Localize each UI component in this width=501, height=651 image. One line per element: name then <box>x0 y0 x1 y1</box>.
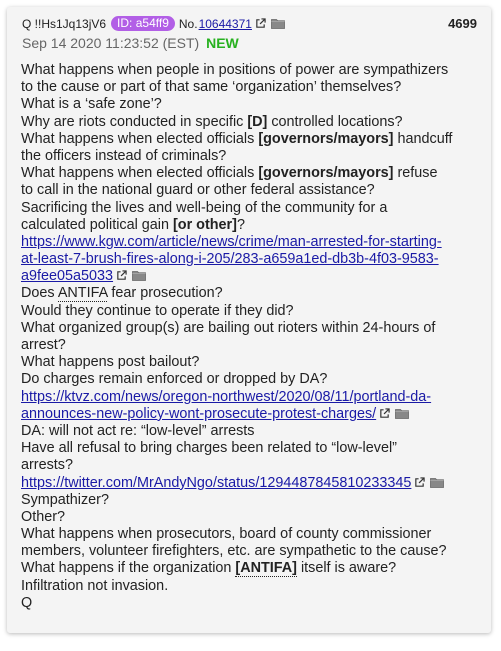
body-line <box>21 509 483 526</box>
body-line <box>21 165 483 182</box>
body-line <box>21 62 483 79</box>
body-line <box>21 354 483 371</box>
author-tripcode: Q !!Hs1Jq13jV6 <box>22 16 107 31</box>
body-line <box>21 268 483 285</box>
post-timestamp: Sep 14 2020 11:23:52 (EST) <box>22 35 200 51</box>
question-text: Have all refusal to bring charges been related to “low-level” <box>21 440 397 457</box>
post-timestamp-row <box>22 35 239 51</box>
body-line <box>21 457 483 474</box>
bold-text: [governors/mayors] <box>258 130 394 147</box>
kgw-article-link[interactable]: at-least-7-brush-fires-along-i-205/283-a659a1ed-db3b-4f03-9583- <box>21 251 439 268</box>
post-number-prefix: No. <box>178 16 198 31</box>
bold-text: [or other] <box>173 216 237 233</box>
body-line <box>21 251 483 268</box>
poster-id-badge[interactable]: ID: a54ff9 <box>111 16 175 31</box>
question-text: What happens post bailout? <box>21 354 200 371</box>
body-line <box>21 526 483 543</box>
external-link-icon[interactable] <box>414 477 425 488</box>
question-text: Other? <box>21 508 65 525</box>
external-link-icon[interactable] <box>116 270 127 281</box>
post-number-link[interactable]: 10644371 <box>198 16 252 31</box>
question-text: What organized group(s) are bailing out rioters within 24-hours of <box>21 319 436 336</box>
question-text: ? <box>236 216 245 233</box>
bold-text: [D] <box>247 113 268 130</box>
post-body <box>21 62 483 612</box>
ktvz-article-link[interactable]: https://ktvz.com/news/oregon-northwest/2020/08/11/portland-da- <box>21 388 432 405</box>
body-line <box>21 595 483 612</box>
question-text: Why are riots conducted in specific <box>21 113 248 130</box>
body-line <box>21 148 483 165</box>
question-text: fear prosecution? <box>107 285 223 302</box>
question-text: handcuff <box>393 130 453 147</box>
body-line <box>21 337 483 354</box>
post-count: 4699 <box>448 16 477 31</box>
question-text: What happens when prosecutors, board of county commissioner <box>21 526 432 543</box>
question-text: refuse <box>393 165 438 182</box>
post-card <box>7 7 491 633</box>
body-line <box>21 371 483 388</box>
question-text: calculated political gain <box>21 216 173 233</box>
question-text: to the cause or part of that same ‘organization’ themselves? <box>21 79 402 96</box>
body-line <box>21 578 483 595</box>
folder-icon[interactable] <box>430 477 444 488</box>
question-text: Infiltration not invasion. <box>21 577 169 594</box>
bold-text: [ANTIFA] <box>235 560 297 577</box>
antifa-abbr: ANTIFA <box>57 285 108 302</box>
body-line <box>21 389 483 406</box>
body-line <box>21 96 483 113</box>
body-line <box>21 182 483 199</box>
question-text: What is a ‘safe zone’? <box>21 96 162 113</box>
ktvz-article-link[interactable]: announces-new-policy-wont-prosecute-protest-charges/ <box>21 405 377 422</box>
body-line <box>21 114 483 131</box>
bold-text: [governors/mayors] <box>258 165 394 182</box>
body-line <box>21 217 483 234</box>
question-text: Do charges remain enforced or dropped by DA? <box>21 371 328 388</box>
question-text: Does <box>21 285 58 302</box>
question-text: controlled locations? <box>267 113 403 130</box>
question-text: to call in the national guard or other federal assistance? <box>21 182 375 199</box>
question-text: itself is aware? <box>296 560 397 577</box>
kgw-article-link[interactable]: https://www.kgw.com/article/news/crime/man-arrested-for-starting- <box>21 233 442 250</box>
body-line <box>21 440 483 457</box>
body-line <box>21 285 483 302</box>
body-line <box>21 131 483 148</box>
folder-icon[interactable] <box>132 270 146 281</box>
body-line <box>21 423 483 440</box>
question-text: members, volunteer firefighters, etc. are sympathetic to the cause? <box>21 543 447 560</box>
body-line <box>21 234 483 251</box>
body-line <box>21 560 483 577</box>
body-line <box>21 543 483 560</box>
question-text: What happens when elected officials <box>21 165 259 182</box>
body-line <box>21 475 483 492</box>
question-text: arrests? <box>21 457 73 474</box>
question-text: Would they continue to operate if they did? <box>21 302 294 319</box>
question-text: What happens when people in positions of power are sympathizers <box>21 62 449 78</box>
question-text: Sympathizer? <box>21 491 109 508</box>
question-text: arrest? <box>21 337 66 353</box>
body-line <box>21 320 483 337</box>
folder-icon[interactable] <box>271 18 285 29</box>
question-text: What happens if the organization <box>21 560 236 577</box>
new-badge: NEW <box>206 35 239 51</box>
body-line <box>21 200 483 217</box>
body-line <box>21 492 483 509</box>
question-text: the officers instead of criminals? <box>21 147 227 164</box>
body-line <box>21 79 483 96</box>
question-text: DA: will not act re: “low-level” arrests <box>21 422 255 439</box>
post-header <box>22 16 285 31</box>
folder-icon[interactable] <box>395 408 409 419</box>
body-line <box>21 406 483 423</box>
question-text: What happens when elected officials <box>21 130 259 147</box>
question-text: Sacrificing the lives and well-being of the community for a <box>21 199 388 216</box>
signature: Q <box>21 594 33 611</box>
external-link-icon[interactable] <box>379 408 390 419</box>
external-link-icon[interactable] <box>255 18 266 29</box>
body-line <box>21 303 483 320</box>
kgw-article-link[interactable]: a9fee05a5033 <box>21 268 114 285</box>
twitter-status-link[interactable]: https://twitter.com/MrAndyNgo/status/1294487845810233345 <box>21 474 412 491</box>
